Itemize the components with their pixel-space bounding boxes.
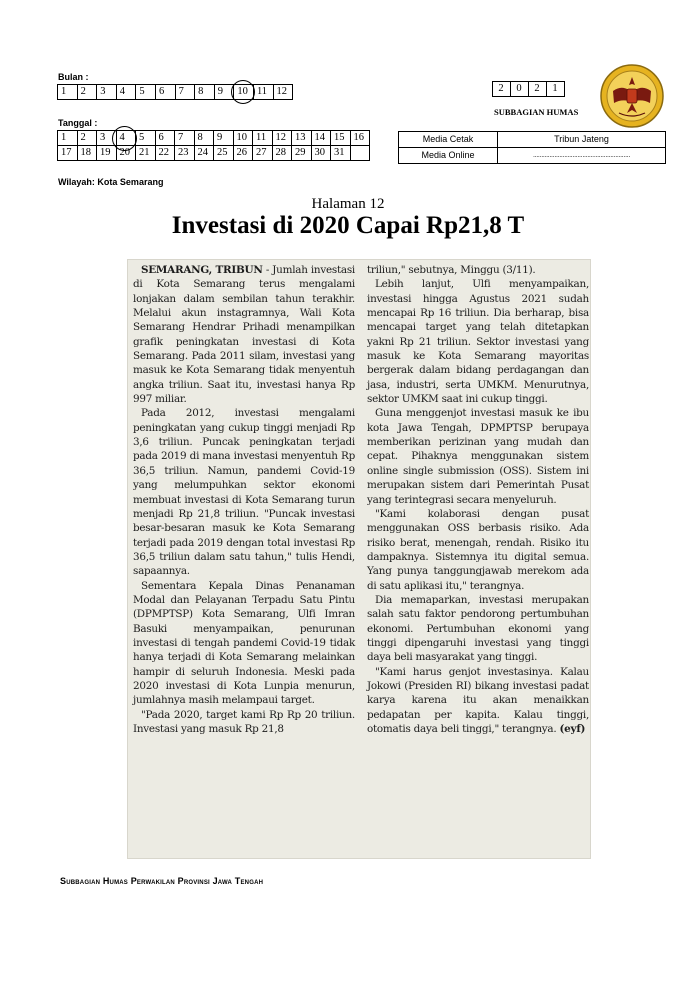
footer: Subbagian Humas Perwakilan Provinsi Jawa Tengah	[60, 876, 264, 886]
month-cell: 8	[195, 85, 215, 100]
date-cell: 12	[272, 131, 292, 146]
article-paragraph: Lebih lanjut, Ulfi menyampaikan, investasi hingga Agustus 2021 sudah mencapai Rp 16 triliun. Dia berharap, bisa mencapai target yang telah ditetapkan yakni Rp 21 triliun. Sektor investasi yang masuk ke Kota Semarang mayoritas bergerak dalam bidang perdagangan dan jasa, industri, serta UMKM. Menurutnya, sektor UMKM saat ini cukup tinggi.	[367, 278, 589, 406]
article-paragraph: Dia memaparkan, investasi merupakan salah satu faktor pendorong pertumbuhan ekonomi. Pertumbuhan ekonomi yang tinggi dipengaruhi investasi yang tinggi daya beli masyarakat yang tinggi.	[367, 593, 589, 664]
month-cell: 10	[234, 85, 254, 100]
date-table	[57, 130, 370, 161]
date-cell: 6	[155, 131, 175, 146]
date-row	[58, 131, 370, 146]
date-cell: 20	[116, 146, 136, 161]
page-number: Halaman 12	[311, 196, 385, 212]
date-cell: 1	[58, 131, 78, 146]
date-cell: 24	[194, 146, 214, 161]
department-label: SUBBAGIAN HUMAS	[494, 107, 579, 117]
date-cell: 14	[311, 131, 331, 146]
date-cell: 29	[292, 146, 312, 161]
date-cell: 31	[331, 146, 351, 161]
article-paragraph: "Kami kolaborasi dengan pusat menggunakan OSS berbasis risiko. Ada risiko berat, menengah, rendah. Risiko itu dampaknya. Sistemnya itu digital semua. Yang punya tanggungjawab merekom ada di satu aplikasi itu," terangnya.	[367, 507, 589, 592]
date-cell: 16	[350, 131, 370, 146]
date-cell: 3	[97, 131, 117, 146]
date-cell	[350, 146, 370, 161]
date-cell: 25	[214, 146, 234, 161]
media-online-value: ...........................................................	[498, 148, 666, 164]
bulan-label: Bulan :	[58, 72, 89, 82]
headline: Investasi di 2020 Capai Rp21,8 T	[171, 212, 525, 239]
month-cell: 6	[155, 85, 175, 100]
month-table	[57, 84, 293, 100]
article-column-1	[133, 263, 355, 736]
date-row	[58, 146, 370, 161]
media-table	[398, 131, 666, 164]
news-clipping	[127, 259, 591, 859]
date-cell: 7	[175, 131, 195, 146]
media-cetak-row	[399, 132, 666, 148]
media-cetak-value: Tribun Jateng	[498, 132, 666, 148]
tanggal-label: Tanggal :	[58, 118, 98, 128]
article-paragraph: triliun," sebutnya, Minggu (3/11).	[367, 264, 536, 276]
media-online-label: Media Online	[399, 148, 498, 164]
year-digit-cell: 0	[511, 82, 529, 97]
selected-date-circle	[112, 126, 137, 151]
date-cell: 28	[272, 146, 292, 161]
date-cell: 22	[155, 146, 175, 161]
date-cell: 23	[175, 146, 195, 161]
month-cell: 7	[175, 85, 195, 100]
month-cell: 11	[253, 85, 273, 100]
month-cell: 9	[214, 85, 234, 100]
article-column-2	[367, 263, 589, 736]
date-cell: 9	[214, 131, 234, 146]
date-cell: 11	[253, 131, 273, 146]
month-row	[58, 85, 293, 100]
year-digit-cell: 1	[547, 82, 565, 97]
media-cetak-label: Media Cetak	[399, 132, 498, 148]
date-cell: 21	[136, 146, 156, 161]
date-cell: 13	[292, 131, 312, 146]
month-cell: 5	[136, 85, 156, 100]
month-cell: 3	[97, 85, 117, 100]
date-cell: 2	[77, 131, 97, 146]
date-cell: 10	[233, 131, 253, 146]
media-online-row	[399, 148, 666, 164]
article-paragraph: Pada 2012, investasi mengalami peningkatan yang cukup tinggi menjadi Rp 3,6 triliun. Puncak peningkatan terjadi pada 2019 di mana investasi menyentuh Rp 36,5 triliun. Namun, pandemi Covid-19 yang melumpuhkan sektor ekonomi membuat investasi di Kota Semarang turun menjadi Rp 21,8 triliun. "Puncak investasi besar-besaran masuk ke Kota Semarang terjadi pada 2019 dengan total investasi Rp 36,5 triliun dalam satu tahun," tulis Hendi, sapaannya.	[133, 407, 355, 578]
date-cell: 15	[331, 131, 351, 146]
date-cell: 27	[253, 146, 273, 161]
year-row	[493, 82, 565, 97]
article-paragraph: Sementara Kepala Dinas Penanaman Modal dan Pelayanan Terpadu Satu Pintu (DPMPTSP) Kota Semarang, Ulfi Imran Basuki menyampaikan, penurunan investasi di tengah pandemi Covid-19 tidak hanya terjadi di Kota Semarang melainkan hampir di seluruh Indonesia. Meski pada 2020 investasi di Kota Lunpia menurun, jumlahnya masih melampaui target.	[133, 579, 355, 707]
wilayah-label: Wilayah: Kota Semarang	[58, 177, 164, 187]
year-digit-cell: 2	[493, 82, 511, 97]
author-signature: (eyf)	[559, 723, 586, 735]
month-cell: 4	[116, 85, 136, 100]
date-cell: 30	[311, 146, 331, 161]
article-paragraph: "Pada 2020, target kami Rp Rp 20 triliun. Investasi yang masuk Rp 21,8	[133, 708, 355, 735]
month-cell: 1	[58, 85, 78, 100]
date-cell: 19	[97, 146, 117, 161]
dateline: SEMARANG, TRIBUN	[141, 264, 263, 276]
article-paragraph: Guna menggenjot investasi masuk ke ibu kota Jawa Tengah, DPMPTSP berupaya memberikan perizinan yang mudah dan cepat. Pihaknya menggunakan sistem online single submission (OSS). Sistem ini merupakan sistem dari Pemerintah Pusat yang terintegrasi secara menyeluruh.	[367, 407, 589, 506]
garuda-seal-icon	[599, 63, 665, 129]
month-cell: 2	[77, 85, 97, 100]
selected-month-circle	[231, 80, 255, 104]
date-cell: 26	[233, 146, 253, 161]
date-cell: 8	[194, 131, 214, 146]
date-cell: 17	[58, 146, 78, 161]
year-table	[492, 81, 565, 97]
month-cell: 12	[273, 85, 293, 100]
year-digit-cell: 2	[529, 82, 547, 97]
article-paragraph: SEMARANG, TRIBUN - Jumlah investasi di Kota Semarang terus mengalami lonjakan dalam sembilan tahun terakhir. Melalui akun instagramnya, Wali Kota Semarang Hendrar Prihadi menampilkan grafik peningkatan investasi di Kota Semarang. Pada 2011 silam, investasi yang masuk ke Kota Semarang tidak menyentuh angka triliun. Saat itu, investasi hanya Rp 997 miliar.	[133, 264, 355, 406]
date-cell: 18	[77, 146, 97, 161]
date-cell: 5	[136, 131, 156, 146]
date-cell: 4	[116, 131, 136, 146]
article-paragraph: "Kami harus genjot investasinya. Kalau Jokowi (Presiden RI) bikang investasi padat karya karena itu akan menaikkan pedapatan per kapita. Kalau tinggi, otomatis daya beli tinggi," terangnya. (eyf)	[367, 665, 589, 735]
